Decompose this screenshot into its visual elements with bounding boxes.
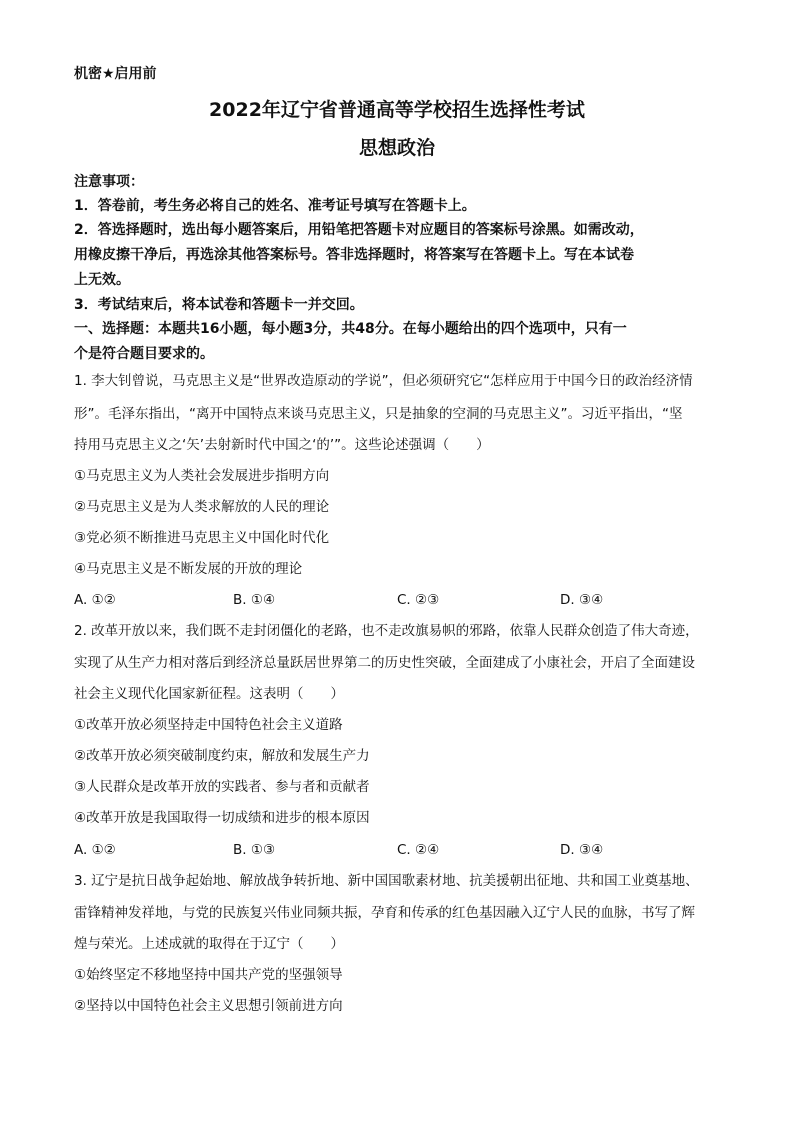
question-3-statement: ①始终坚定不移地坚持中国共产党的坚强领导 <box>74 967 343 983</box>
question-1-stem-line: 形”。毛泽东指出，“离开中国特点来谈马克思主义，只是抽象的空洞的马克思主义”。习近平指出，“坚 <box>74 406 683 422</box>
subject-title: 思想政治 <box>358 137 435 159</box>
question-2-stem-line: 社会主义现代化国家新征程。这表明（ ） <box>74 686 344 702</box>
question-3-stem-line: 煌与荣光。上述成就的取得在于辽宁（ ） <box>74 936 344 952</box>
notice-heading: 注意事项： <box>74 174 144 190</box>
question-3-statement: ②坚持以中国特色社会主义思想引领前进方向 <box>74 998 343 1014</box>
question-1-stem-line: 1. 李大钊曾说，马克思主义是“世界改造原动的学说”，但必须研究它“怎样应用于中国今日的政治经济情 <box>74 373 693 389</box>
question-2-statement: ①改革开放必须坚持走中国特色社会主义道路 <box>74 717 343 733</box>
question-2-statement: ③人民群众是改革开放的实践者、参与者和贡献者 <box>74 779 370 795</box>
question-2-stem-line: 2. 改革开放以来，我们既不走封闭僵化的老路，也不走改旗易帜的邪路，依靠人民群众创造了伟大奇迹， <box>74 623 699 639</box>
notice-line: 3．考试结束后，将本试卷和答题卡一并交回。 <box>74 297 364 313</box>
question-3-stem-line: 3. 辽宁是抗日战争起始地、解放战争转折地、新中国国歌素材地、抗美援朝出征地、共和国工业奠基地、 <box>74 873 699 889</box>
question-1-statement: ①马克思主义为人类社会发展进步指明方向 <box>74 468 330 484</box>
question-1-statement: ④马克思主义是不断发展的开放的理论 <box>74 561 303 577</box>
notice-line: 2．答选择题时，选出每小题答案后，用铅笔把答题卡对应题目的答案标号涂黑。如需改动， <box>74 222 644 238</box>
question-2-statement: ④改革开放是我国取得一切成绩和进步的根本原因 <box>74 810 370 826</box>
section-heading-line: 一、选择题：本题共16小题，每小题3分，共48分。在每小题给出的四个选项中，只有一 <box>74 321 627 337</box>
option-b[interactable]: B. ①③ <box>233 842 276 858</box>
question-2-stem-line: 实现了从生产力相对落后到经济总量跃居世界第二的历史性突破，全面建成了小康社会，开启了全面建设 <box>74 655 695 671</box>
option-c[interactable]: C. ②③ <box>397 592 440 608</box>
question-2-options <box>74 840 714 860</box>
option-b[interactable]: B. ①④ <box>233 592 276 608</box>
option-a[interactable]: A. ①② <box>74 592 116 608</box>
section-heading-line: 个是符合题目要求的。 <box>74 346 214 362</box>
option-d[interactable]: D. ③④ <box>560 592 604 608</box>
exam-title: 2022年辽宁省普通高等学校招生选择性考试 <box>209 99 585 121</box>
notice-line: 上无效。 <box>74 272 130 288</box>
option-d[interactable]: D. ③④ <box>560 842 604 858</box>
question-1-options <box>74 590 714 610</box>
notice-line: 用橡皮擦干净后，再选涂其他答案标号。答非选择题时，将答案写在答题卡上。写在本试卷 <box>74 247 634 263</box>
question-1-statement: ②马克思主义是为人类求解放的人民的理论 <box>74 499 330 515</box>
secrecy-label: 机密★启用前 <box>74 66 157 82</box>
question-1-statement: ③党必须不断推进马克思主义中国化时代化 <box>74 530 330 546</box>
question-3-stem-line: 雷锋精神发祥地，与党的民族复兴伟业同频共振，孕育和传承的红色基因融入辽宁人民的血脉，书写了辉 <box>74 905 695 921</box>
option-a[interactable]: A. ①② <box>74 842 116 858</box>
notice-line: 1．答卷前，考生务必将自己的姓名、准考证号填写在答题卡上。 <box>74 198 476 214</box>
question-1-stem-line: 持用马克思主义之‘矢’去射新时代中国之‘的’”。这些论述强调（ ） <box>74 437 490 453</box>
question-2-statement: ②改革开放必须突破制度约束，解放和发展生产力 <box>74 748 370 764</box>
option-c[interactable]: C. ②④ <box>397 842 440 858</box>
